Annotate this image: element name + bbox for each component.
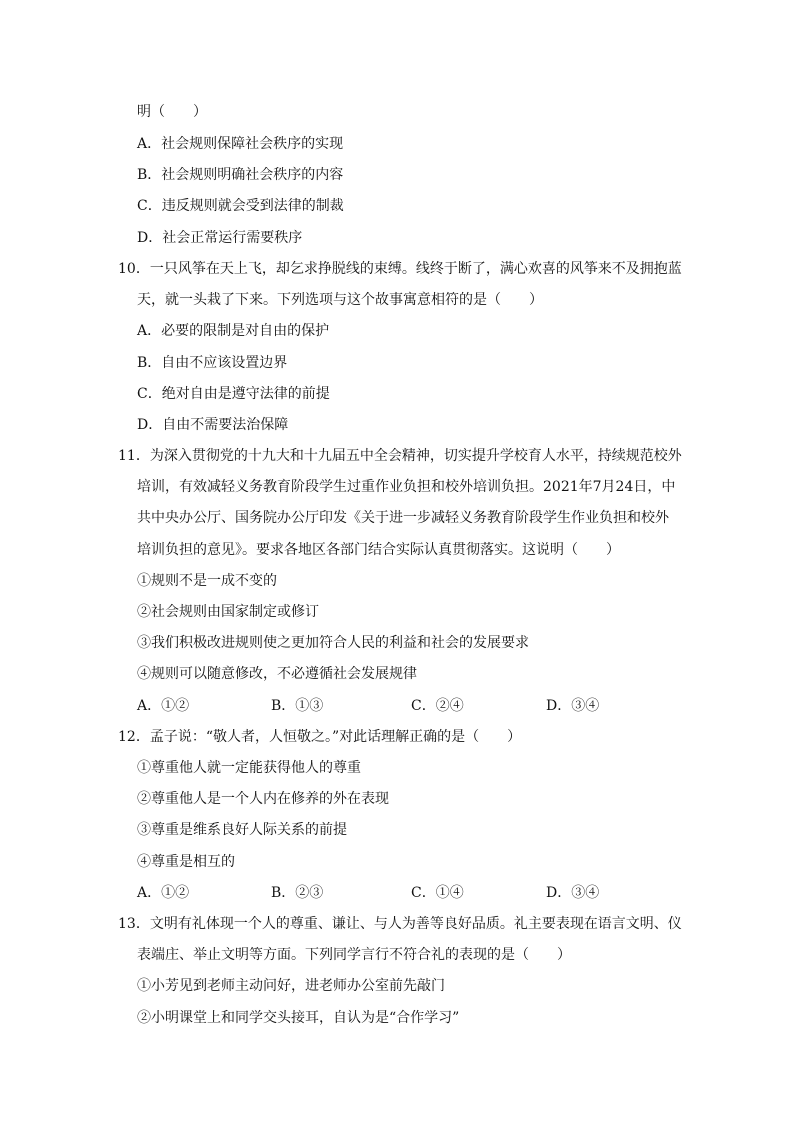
q11-stem-line-4: 培训负担的意见》。要求各地区各部门结合实际认真贯彻落实。这说明（ ） bbox=[137, 542, 620, 558]
q11-stem-line-2: 培训，有效减轻义务教育阶段学生过重作业负担和校外培训负担。2021年7月24日，中 bbox=[137, 479, 676, 495]
q10-option-b: B．自由不应该设置边界 bbox=[137, 355, 288, 371]
q11-item-1: ①规则不是一成不变的 bbox=[137, 573, 277, 589]
q9-option-b: B．社会规则明确社会秩序的内容 bbox=[137, 167, 344, 183]
q13-item-2: ②小明课堂上和同学交头接耳，自认为是“合作学习” bbox=[137, 1010, 460, 1026]
q11-item-2: ②社会规则由国家制定或修订 bbox=[137, 604, 319, 620]
q11-stem-line-3: 共中央办公厅、国务院办公厅印发《关于进一步减轻义务教育阶段学生作业负担和校外 bbox=[137, 510, 669, 526]
q11-item-3: ③我们积极改进规则使之更加符合人民的利益和社会的发展要求 bbox=[137, 635, 529, 651]
q10-stem-line-1: 10．一只风筝在天上飞，却乞求挣脱线的束缚。线终于断了，满心欢喜的风筝来不及拥抱蓝 bbox=[118, 261, 682, 277]
q10-stem-line-2: 天，就一头栽了下来。下列选项与这个故事寓意相符的是（ ） bbox=[137, 292, 543, 308]
q12-choice-c: C．①④ bbox=[411, 885, 464, 901]
q11-choice-a: A．①② bbox=[137, 698, 190, 714]
q12-choice-a: A．①② bbox=[137, 885, 190, 901]
q13-stem-line-1: 13．文明有礼体现一个人的尊重、谦让、与人为善等良好品质。礼主要表现在语言文明、仪 bbox=[118, 916, 682, 932]
q10-option-a: A．必要的限制是对自由的保护 bbox=[137, 323, 330, 339]
q13-item-1: ①小芳见到老师主动问好，进老师办公室前先敲门 bbox=[137, 978, 445, 994]
q11-item-4: ④规则可以随意修改，不必遵循社会发展规律 bbox=[137, 666, 417, 682]
q12-stem-line-1: 12．孟子说：“敬人者，人恒敬之。”对此话理解正确的是（ ） bbox=[118, 729, 522, 745]
q9-option-c: C．违反规则就会受到法律的制裁 bbox=[137, 198, 344, 214]
q11-choice-d: D．③④ bbox=[546, 698, 600, 714]
q12-item-2: ②尊重他人是一个人内在修养的外在表现 bbox=[137, 791, 389, 807]
q12-choice-b: B．②③ bbox=[271, 885, 324, 901]
q10-option-c: C．绝对自由是遵守法律的前提 bbox=[137, 386, 330, 402]
q11-choice-b: B．①③ bbox=[271, 698, 324, 714]
q11-stem-line-1: 11．为深入贯彻党的十九大和十九届五中全会精神，切实提升学校育人水平，持续规范校外 bbox=[118, 448, 682, 464]
q9-stem-continuation: 明（ ） bbox=[137, 104, 207, 120]
q10-option-d: D．自由不需要法治保障 bbox=[137, 417, 289, 433]
q13-stem-line-2: 表端庄、举止文明等方面。下列同学言行不符合礼的表现的是（ ） bbox=[137, 947, 571, 963]
q12-item-4: ④尊重是相互的 bbox=[137, 854, 235, 870]
q11-choice-c: C．②④ bbox=[411, 698, 464, 714]
q9-option-d: D．社会正常运行需要秩序 bbox=[137, 230, 303, 246]
q12-item-3: ③尊重是维系良好人际关系的前提 bbox=[137, 822, 347, 838]
q12-item-1: ①尊重他人就一定能获得他人的尊重 bbox=[137, 760, 361, 776]
q12-choice-d: D．③④ bbox=[546, 885, 600, 901]
q9-option-a: A．社会规则保障社会秩序的实现 bbox=[137, 136, 344, 152]
